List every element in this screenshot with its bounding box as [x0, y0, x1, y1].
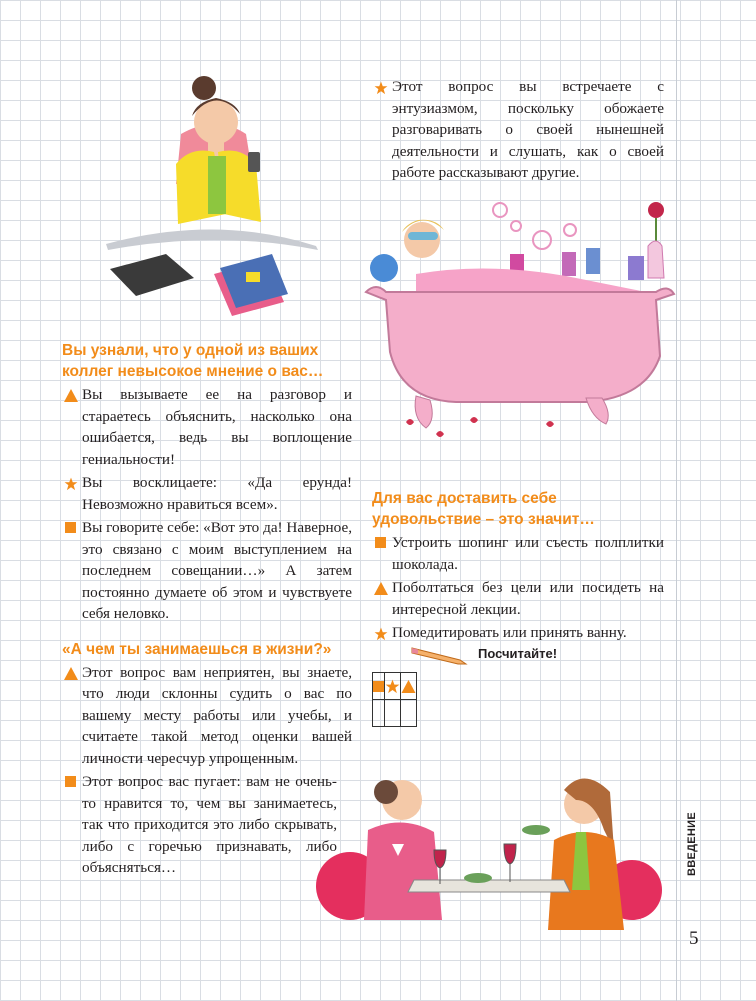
cafe-women-illustration [314, 770, 664, 940]
triangle-icon [401, 680, 416, 693]
section-heading: Для вас доставить себе удовольствие – это значит… [372, 490, 595, 528]
square-icon [375, 537, 386, 548]
chapter-side-label: ВВЕДЕНИЕ [686, 812, 698, 876]
star-icon [64, 477, 77, 490]
item-text: Этот вопрос вам неприятен, вы знаете, что люди склонны судить о вас по вашему месту работы или учебы, и считаете такой метод оценки вашей личности чересчур упрощенным. [82, 663, 352, 767]
page-number: 5 [689, 928, 699, 949]
item-text: Вы вызываете ее на разговор и стараетесь объяснить, насколько она ошибается, ведь вы воплощение гениальности! [82, 386, 352, 468]
tally-header-triangle [401, 673, 417, 700]
section-heading: «А чем ты занимаешься в жизни?» [62, 640, 332, 658]
triangle-icon [64, 667, 77, 680]
list-item [62, 662, 352, 770]
tally-cell-star[interactable] [385, 700, 401, 727]
star-icon [374, 81, 387, 94]
star-icon [374, 627, 387, 640]
tally-table [372, 672, 417, 727]
pencil-icon [410, 644, 472, 666]
star-icon [385, 679, 400, 694]
tally-header-star [385, 673, 401, 700]
question-colleague-section [62, 340, 352, 881]
tally-cell-triangle[interactable] [401, 700, 417, 727]
table-row [373, 673, 417, 700]
woman-with-phone-illustration [96, 64, 336, 326]
intro-answer-block [372, 76, 664, 186]
table-row [373, 700, 417, 727]
item-text: Устроить шопинг или съесть полплитки шоколада. [392, 534, 664, 573]
tally-header-square [373, 673, 385, 700]
item-text: Этот вопрос вас пугает: вам не очень-то нравится то, чем вы занимаетесь, так что приходится это либо скрывать, либо с горечью признавать, либо объясняться… [82, 773, 337, 876]
list-item [62, 472, 352, 515]
list-item [62, 771, 337, 879]
square-icon [65, 776, 76, 787]
triangle-icon [374, 582, 387, 595]
tally-cell-square[interactable] [373, 700, 385, 727]
tally-label: Посчитайте! [478, 646, 558, 661]
item-text: Помедитировать или принять ванну. [392, 624, 627, 641]
item-text: Вы восклицаете: «Да ерунда! Невозможно нравиться всем». [82, 474, 352, 513]
list-item [62, 384, 352, 470]
list-item [372, 622, 664, 644]
list-item [372, 577, 664, 620]
section-heading: Вы узнали, что у одной из ваших коллег невысокое мнение о вас… [62, 342, 324, 380]
list-item [372, 76, 664, 184]
item-text: Поболтаться без цели или посидеть на интересной лекции. [392, 579, 664, 618]
square-icon [373, 681, 384, 692]
item-text: Вы говорите себе: «Вот это да! Наверное, это связано с моим выступлением на последнем совещании…» А затем постоянно думаете об этом и чувствуете себя неловко. [82, 519, 352, 622]
triangle-icon [64, 389, 77, 402]
list-item [372, 532, 664, 575]
bathtub-illustration [356, 196, 686, 442]
item-text: Этот вопрос вы встречаете с энтузиазмом, поскольку обожаете разговаривать о своей нынешней деятельности и слушать, как о своей работе рассказывают другие. [392, 78, 664, 181]
list-item [62, 517, 352, 625]
square-icon [65, 522, 76, 533]
question-pleasure-section [372, 488, 664, 646]
page-margin-line [676, 0, 677, 1001]
